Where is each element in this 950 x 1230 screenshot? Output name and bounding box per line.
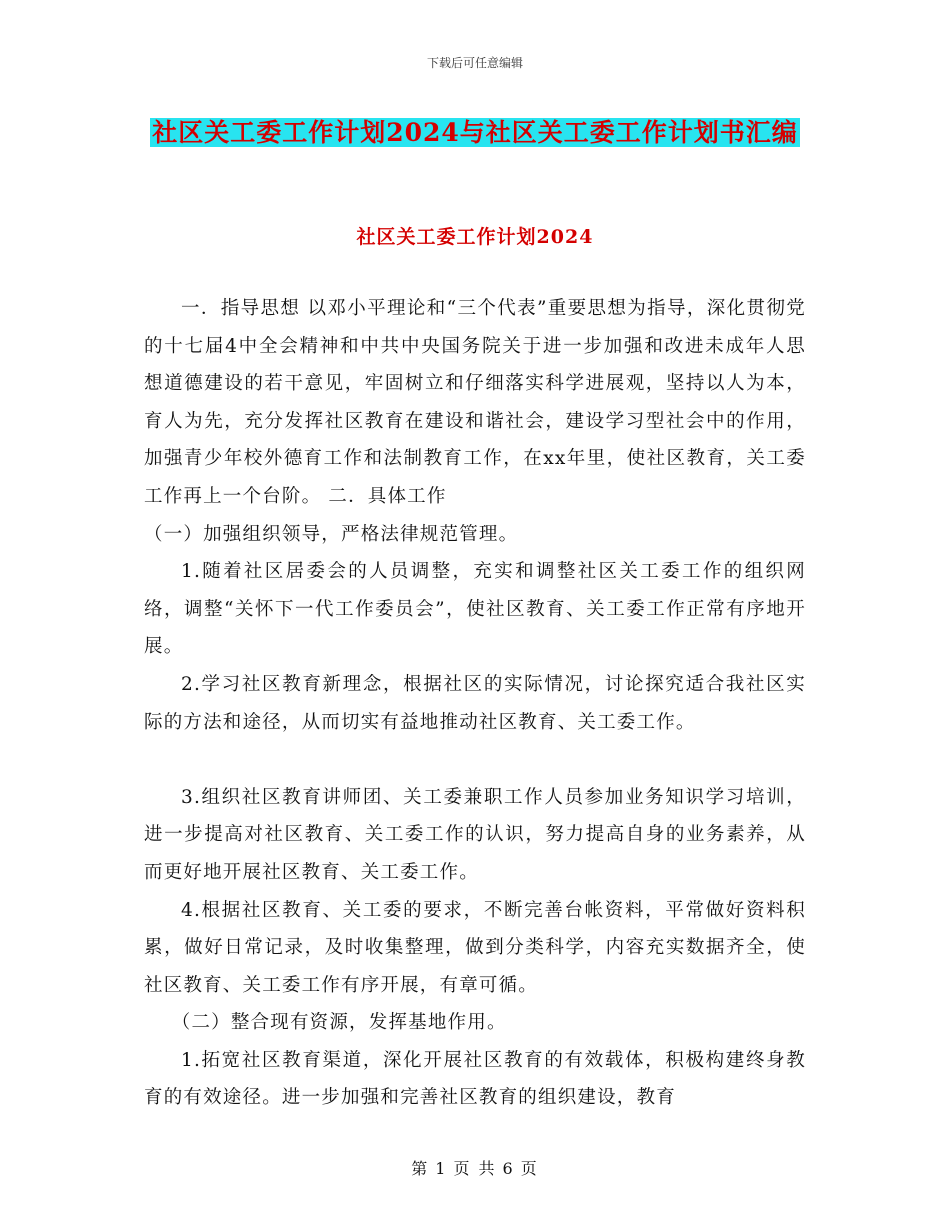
paragraph-guiding-ideology: 一．指导思想 以邓小平理论和“三个代表”重要思想为指导，深化贯彻党的十七届4中全会精神和中共中央国务院关于进一步加强和改进未成年人思想道德建设的若干意见，牢固树立和仔细落实科学进展观，坚持以人为本，育人为先，充分发挥社区教育在建设和谐社会，建设学习型社会中的作用，加强青少年校外德育工作和法制教育工作，在xx年里，使社区教育，关工委工作再上一个台阶。 二．具体工作	[144, 298, 806, 507]
paragraph-item-1: 1.随着社区居委会的人员调整，充实和调整社区关工委工作的组织网络，调整“关怀下一代工作委员会”，使社区教育、关工委工作正常有序地开展。	[144, 561, 806, 658]
paragraph-item-4: 4.根据社区教育、关工委的要求，不断完善台帐资料，平常做好资料积累，做好日常记录，及时收集整理，做到分类科学，内容充实数据齐全，使社区教育、关工委工作有序开展，有章可循。	[144, 899, 806, 996]
paragraph-subheading-1: （一）加强组织领导，严格法律规范管理。	[144, 523, 519, 545]
paragraph-subheading-2: （二）整合现有资源，发挥基地作用。	[171, 1012, 507, 1034]
footer-prefix: 第	[411, 1159, 430, 1178]
document-body	[144, 290, 806, 1117]
page-footer	[0, 1156, 950, 1179]
footer-suffix: 页	[520, 1159, 539, 1178]
footer-middle: 页 共	[453, 1159, 497, 1178]
section-title: 社区关工委工作计划2024	[356, 226, 594, 248]
paragraph-item-3: 3.组织社区教育讲师团、关工委兼职工作人员参加业务知识学习培训，进一步提高对社区教育、关工委工作的认识，努力提高自身的业务素养，从而更好地开展社区教育、关工委工作。	[144, 786, 806, 883]
footer-page-number: 1	[435, 1159, 448, 1178]
paragraph-item-5: 1.拓宽社区教育渠道，深化开展社区教育的有效载体，积极构建终身教育的有效途径。进一步加强和完善社区教育的组织建设，教育	[144, 1049, 806, 1109]
paragraph-item-2: 2.学习社区教育新理念，根据社区的实际情况，讨论探究适合我社区实际的方法和途径，从而切实有益地推动社区教育、关工委工作。	[144, 673, 806, 733]
footer-total-pages: 6	[502, 1159, 515, 1178]
document-title-text: 社区关工委工作计划2024与社区关工委工作计划书汇编	[152, 118, 798, 147]
page-header-note: 下载后可任意编辑	[426, 56, 523, 70]
document-title	[140, 112, 810, 154]
